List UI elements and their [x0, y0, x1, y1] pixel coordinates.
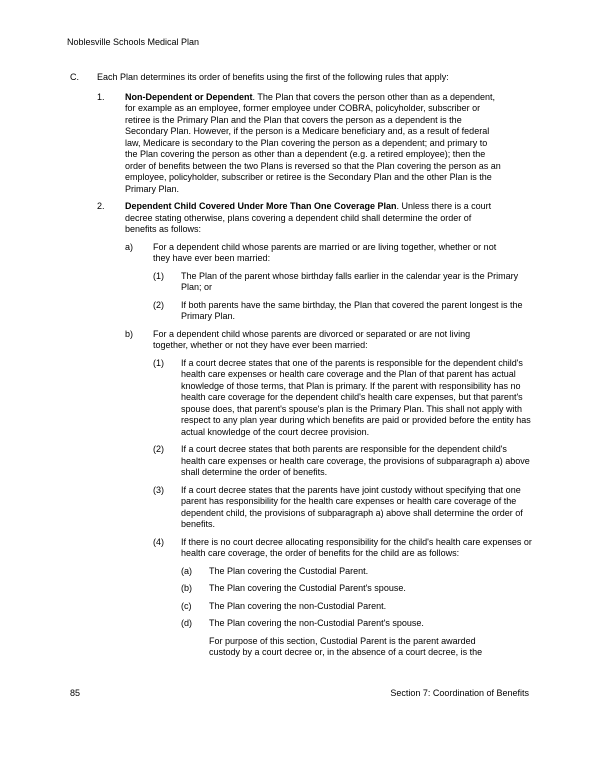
item-label: (c) [181, 600, 192, 611]
item-text [125, 201, 501, 236]
item-text: The Plan covering the non-Custodial Parent's spouse. [209, 618, 424, 628]
document-header-title: Noblesville Schools Medical Plan [67, 37, 200, 47]
list-item-2b-4 [153, 537, 533, 560]
list-item-2b-4-d [181, 618, 533, 630]
item-label: 1. [97, 91, 105, 102]
list-item-2b-3 [153, 485, 533, 531]
list-item-2 [97, 201, 533, 236]
item-text: If a court decree states that both parents are responsible for the dependent child's health care expenses or health care coverage, the provisions of subparagraph a) above shall determine the order of benefits. [181, 444, 530, 477]
list-item-2b-4-a [181, 566, 533, 578]
list-item-2a [125, 242, 533, 265]
item-body: . Unless there is a court decree stating otherwise, plans covering a dependent child shall determine the order of benefits as follows: [125, 201, 492, 234]
note-text: For purpose of this section, Custodial Parent is the parent awarded custody by a court decree or, in the absence of a court decree, is the [209, 635, 483, 657]
item-text: The Plan covering the Custodial Parent's spouse. [209, 583, 406, 593]
item-text: The Plan of the parent whose birthday falls earlier in the calendar year is the Primary Plan; or [181, 270, 519, 292]
item-label: b) [125, 328, 134, 339]
list-item-2b-4-c [181, 601, 533, 613]
item-text [125, 92, 501, 196]
item-label: C. [70, 72, 79, 82]
item-label: (2) [153, 444, 164, 454]
item-label: (a) [181, 565, 192, 576]
item-text: The Plan covering the non-Custodial Parent. [209, 600, 387, 611]
list-item-2a-1 [153, 271, 533, 294]
item-label: (d) [181, 618, 192, 628]
item-label: 2. [97, 201, 105, 211]
list-item-2b [125, 329, 533, 352]
list-item-2a-2 [153, 300, 533, 323]
item-text: If there is no court decree allocating responsibility for the child's health care expenses or health care coverage, the order of benefits for the child are as follows: [181, 536, 532, 558]
item-label: (1) [153, 270, 164, 281]
custodial-parent-note [209, 636, 533, 659]
item-text: For a dependent child whose parents are divorced or separated or are not living together, whether or not they have ever been married: [153, 328, 471, 350]
list-item-1 [97, 92, 533, 196]
footer-section-title: Section 7: Coordination of Benefits [390, 688, 529, 698]
page-number: 85 [70, 688, 81, 698]
item-text: If a court decree states that the parents have joint custody without specifying that one parent has responsibility for the health care expenses or health care coverage of the dependent child, the provisions of subparagraph a) above shall determine the order of benefits. [181, 484, 523, 529]
item-heading: Non-Dependent or Dependent [125, 91, 253, 102]
item-label: (1) [153, 357, 164, 368]
list-item-2b-2 [153, 444, 533, 479]
rule-c-row [70, 72, 533, 84]
item-text: If both parents have the same birthday, the Plan that covered the parent longest is the Primary Plan. [181, 299, 523, 321]
item-label: (4) [153, 536, 164, 547]
item-label: a) [125, 241, 134, 252]
list-item-2b-4-b [181, 583, 533, 595]
item-text: Each Plan determines its order of benefits using the first of the following rules that apply: [97, 72, 449, 82]
item-body: . The Plan that covers the person other than as a dependent, for example as an employee, former employee under COBRA, policyholder, subscriber or retiree is the Primary Plan and the Plan that covers the person as a dependent is the Secondary Plan. However, if the person is a Medicare beneficiary and, as a result of federal law, Medicare is secondary to the Plan covering the person as a dependent; and primary to the Plan covering the person as other than a dependent (e.g. a retired employee); then the order of benefits between the two Plans is reversed so that the Plan covering the person as an employee, policyholder, subscriber or retiree is the Secondary Plan and the other Plan is the Primary Plan. [125, 91, 501, 194]
page-footer [70, 688, 529, 700]
item-heading: Dependent Child Covered Under More Than One Coverage Plan [125, 201, 397, 211]
item-text: The Plan covering the Custodial Parent. [209, 565, 369, 576]
item-label: (b) [181, 583, 192, 593]
item-text: If a court decree states that one of the parents is responsible for the dependent child's health care expenses or health care coverage and the Plan of that parent has actual knowledge of those terms, that Plan is primary. If the parent with responsibility has no health care coverage for the dependent child's health care expenses, but that parent's spouse does, that parent's spouse's plan is the Primary Plan. This shall not apply with respect to any plan year during which benefits are paid or provided before the entity has actual knowledge of the court decree provision. [181, 357, 531, 437]
list-item-2b-1 [153, 358, 533, 439]
document-body [70, 72, 533, 665]
item-text: For a dependent child whose parents are married or are living together, whether or not they have ever been married: [153, 241, 497, 263]
item-label: (2) [153, 299, 164, 310]
item-label: (3) [153, 484, 164, 495]
